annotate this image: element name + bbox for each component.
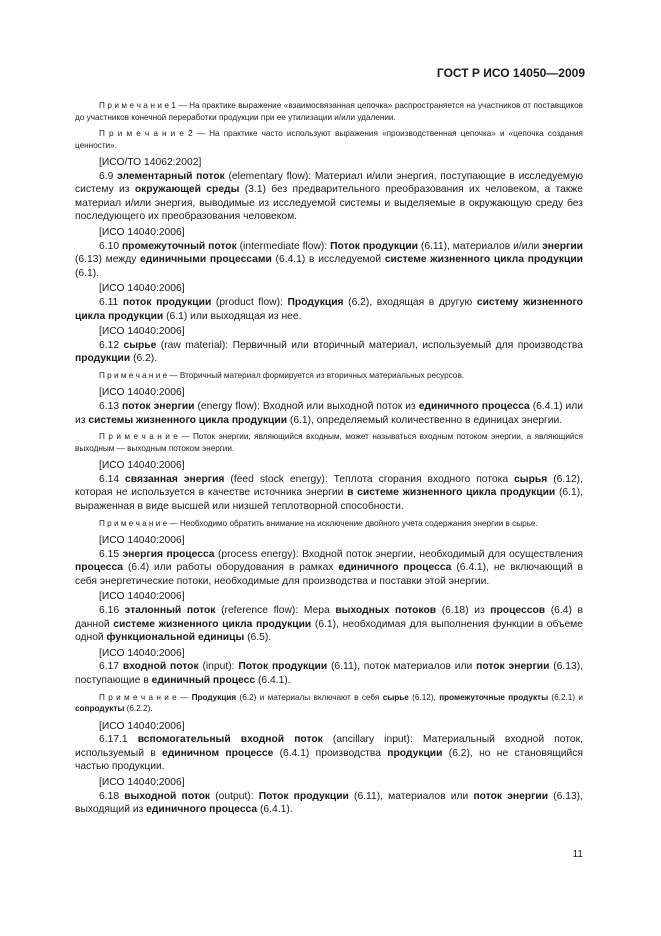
def-ref: единичного процесса [146, 804, 258, 816]
source-ref [75, 459, 583, 473]
def-ref: процессов [490, 605, 546, 617]
note-label: П р и м е ч а н и е [99, 432, 178, 442]
def-ref: единичного процесса [418, 401, 530, 412]
def-number: 6.17 [99, 661, 120, 673]
def-ref: систему жизненного цикла продукции [75, 296, 583, 322]
def-english: (raw material): [156, 339, 229, 351]
source-text: [ИСО 14040:2006] [99, 591, 185, 603]
def-ref: выходных потоков [335, 605, 437, 617]
note-2 [75, 128, 583, 151]
def-text: (6.2), входящая в другую [343, 296, 477, 308]
source-text: [ИСО 14040:2006] [99, 720, 185, 732]
def-english: (reference flow): [215, 605, 299, 617]
def-ref: продукции [387, 747, 443, 759]
def-term: выходной поток [124, 790, 211, 802]
source-ref [75, 720, 583, 734]
def-term: промежуточный поток [121, 240, 237, 252]
def-text: (3.1) без предварительного преобразования их человеком, а также материал и/или энергия, выводимые из исследуемой системы и выделяемые в окружающую среду без последующего их преобразования человеком. [75, 184, 584, 223]
def-ref: поток энергии [473, 790, 549, 802]
def-number: 6.17.1 [99, 734, 128, 746]
def-ref: системе жизненного цикла продукции [384, 254, 583, 266]
def-text: Входной или выходной поток из [259, 401, 419, 412]
def-english: (input): [198, 661, 235, 673]
note-1 [75, 100, 583, 123]
def-term: поток продукции [122, 296, 212, 308]
def-english: (feed stock energy): [224, 473, 328, 485]
def-number: 6.10 [99, 240, 120, 252]
def-text: (6.5). [244, 632, 272, 644]
def-ref: Поток продукции [330, 240, 418, 252]
def-english: (elementary flow): [224, 170, 312, 182]
def-number: 6.13 [99, 401, 120, 412]
def-ref: Продукция [287, 296, 344, 308]
note-text: 1 — На практике выражение «взаимосвязанная цепочка» распространяется на участников от поставщиков до участников конечной переработки продукции при ее утилизации и/или удалении. [75, 101, 583, 122]
source-ref [75, 386, 583, 400]
def-english: (product flow): [211, 296, 283, 308]
definition-6-11 [75, 296, 583, 323]
def-text: (6.4) в данной [75, 605, 583, 630]
def-text: Входной поток энергии, необходимый для осуществления [298, 548, 584, 560]
source-text: [ИСО 14040:2006] [99, 460, 185, 472]
page-content [75, 96, 583, 819]
source-text: [ИСО 14040:2006] [99, 226, 185, 238]
def-number: 6.18 [99, 790, 120, 802]
def-ref: сырья [514, 473, 548, 485]
definition-6-17 [75, 660, 583, 687]
def-text: (6.13), выходящий из [75, 790, 583, 816]
definition-6-15 [75, 548, 583, 589]
def-text: (6.11), материалов и/или [418, 240, 543, 252]
def-text: Материал и/или энергия, поступающие в исследуемую систему из [75, 170, 583, 196]
definition-6-14 [75, 473, 583, 514]
def-text: (6.1) или выходящая из нее. [163, 310, 302, 322]
def-text: (6.4.1) производства [273, 747, 388, 759]
def-ref: поток энергии [476, 661, 550, 673]
note-text: — Поток энергии, являющийся входным, может называться входным потоком энергии, а являющийся выходным — выходным потоком энергии. [75, 432, 583, 453]
def-ref: процесса [75, 562, 124, 574]
def-english: (process energy): [214, 548, 299, 560]
note-text: 2 — На практике часто используют выражения «производственная цепочка» и «цепочка создания ценности». [75, 129, 583, 150]
def-text: (6.13), поступающие в [75, 661, 583, 686]
definition-6-10 [75, 240, 583, 281]
def-text: (6.4.1) в исследуемой [271, 254, 385, 266]
def-ref: системы жизненного цикла продукции [88, 414, 288, 426]
note-ref: промежуточные продукты [439, 692, 549, 702]
def-ref: в системе жизненного цикла продукции [347, 487, 556, 499]
definition-6-17-1 [75, 733, 583, 774]
note-label: П р и м е ч а н и е [99, 101, 169, 110]
note-label: П р и м е ч а н и е [99, 370, 168, 380]
note-6 [75, 692, 583, 715]
def-ref: единичный процесс [151, 675, 256, 686]
note-3 [75, 370, 583, 382]
def-text: (6.4) или работы оборудования в рамках [123, 562, 339, 574]
source-text: [ИСО 14040:2006] [99, 647, 185, 659]
source-ref [75, 647, 583, 661]
source-ref [75, 325, 583, 339]
def-number: 6.12 [99, 339, 120, 351]
def-term: поток энергии [122, 401, 195, 412]
def-number: 6.11 [99, 296, 119, 308]
note-text: (6.12), [408, 692, 440, 702]
def-text: Теплота сгорания входного потока [327, 473, 515, 485]
def-term: элементарный поток [117, 170, 225, 182]
def-ref: единичными процессами [140, 254, 272, 266]
def-text: (6.4.1). [255, 675, 291, 686]
source-ref [75, 534, 583, 548]
def-english: (intermediate flow): [236, 240, 328, 252]
def-text: (6.4.1) или из [75, 401, 583, 426]
def-text: (6.1), определяемый количественно в единицах энергии. [287, 414, 563, 426]
note-text: (6.2) и материалы включают в себя [236, 692, 383, 702]
note-ref: Продукция [191, 692, 237, 702]
note-label: П р и м е ч а н и е [99, 518, 168, 528]
source-text: [ИСО 14040:2006] [99, 283, 185, 295]
def-text: (6.2). [130, 353, 158, 365]
note-text: — Необходимо обратить внимание на исключение двойного учета содержания энергии в сырье. [167, 518, 538, 528]
def-text: Первичный или вторичный материал, используемый для производства [228, 339, 584, 351]
source-text: [ИСО/ТО 14062:2002] [99, 157, 202, 168]
def-text: (6.18) из [436, 605, 491, 617]
def-term: эталонный поток [124, 605, 216, 617]
definition-6-16 [75, 604, 583, 645]
note-ref: сырье [382, 692, 409, 702]
def-text: (6.4.1), не включающий в себя энергетические потоки, необходимые для производства и поставки этой энергии. [75, 562, 583, 587]
def-ref: Поток продукции [258, 790, 349, 802]
def-text: (6.1), выраженная в виде высшей или низшей теплотворной способности. [75, 487, 583, 512]
def-term: сырье [123, 339, 157, 351]
note-text: (6.2.2). [124, 704, 153, 714]
note-text: — [176, 692, 192, 702]
def-term: входной поток [122, 661, 199, 673]
source-text: [ИСО 14040:2006] [99, 326, 185, 338]
def-number: 6.14 [99, 473, 120, 485]
def-ref: Поток продукции [238, 661, 328, 673]
def-number: 6.15 [99, 548, 120, 560]
def-english: (ancillary input): [322, 734, 413, 746]
definition-6-18 [75, 790, 583, 817]
def-text: (6.12), которая не используется в качестве источника энергии [75, 473, 583, 499]
source-ref [75, 226, 583, 240]
def-english: (energy flow): [194, 401, 260, 412]
definition-6-12 [75, 339, 583, 366]
def-term: вспомогательный входной поток [137, 734, 323, 746]
source-text: [ИСО 14040:2006] [99, 535, 185, 547]
note-label: П р и м е ч а н и е [99, 129, 184, 138]
note-ref: сопродукты [75, 704, 125, 714]
def-text: (6.13) между [75, 254, 141, 266]
def-ref: системе жизненного цикла продукции [113, 618, 312, 630]
page-number: 11 [572, 849, 583, 860]
def-ref: единичном процессе [162, 747, 274, 759]
def-term: энергия процесса [122, 548, 215, 560]
def-text: Мера [298, 605, 336, 617]
source-ref [75, 282, 583, 296]
note-5 [75, 518, 583, 530]
def-ref: окружающей среды [134, 184, 240, 196]
def-text: (6.2), но не становящийся частью продукции. [75, 747, 584, 773]
note-4 [75, 431, 583, 454]
note-text: — Вторичный материал формируется из вторичных материальных ресурсов. [167, 370, 465, 380]
def-english: (output): [210, 790, 254, 802]
def-ref: продукции [75, 353, 131, 365]
source-ref [75, 776, 583, 790]
source-ref [75, 590, 583, 604]
source-ref [75, 156, 583, 170]
def-term: связанная энергия [125, 473, 225, 485]
source-text: [ИСО 14040:2006] [99, 387, 185, 399]
page-header: ГОСТ Р ИСО 14050—2009 [436, 66, 585, 80]
source-text: [ИСО 14040:2006] [99, 776, 185, 788]
def-ref: единичного процесса [338, 562, 452, 574]
def-text: (6.4.1). [257, 804, 293, 816]
note-label: П р и м е ч а н и е [99, 692, 177, 702]
def-text: (6.11), материалов или [348, 790, 474, 802]
def-text: (6.11), поток материалов или [327, 661, 477, 673]
def-text: Материальный входной поток, используемый в [75, 734, 583, 759]
def-ref: энергии [542, 240, 583, 252]
def-ref: функциональной единицы [106, 632, 245, 644]
def-text: (6.1). [75, 267, 100, 279]
def-number: 6.9 [99, 170, 114, 182]
definition-6-9 [75, 170, 583, 224]
def-text: (6.1), необходимая для выполнения функции в объеме одной [75, 618, 583, 644]
def-number: 6.16 [99, 605, 120, 617]
definition-6-13 [75, 400, 583, 427]
note-text: (6.2.1) и [548, 692, 583, 702]
